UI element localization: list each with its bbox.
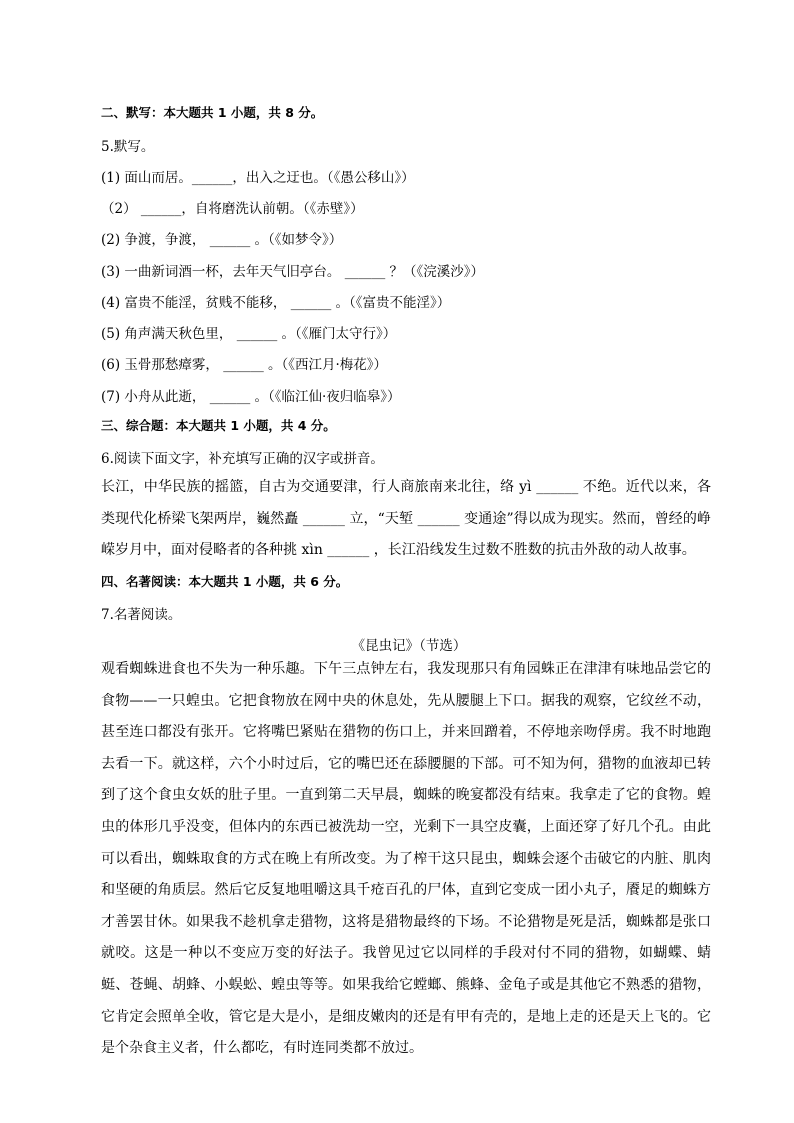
q5-item-3: (2) 争渡，争渡， ______ 。（《如梦令》） bbox=[101, 232, 343, 248]
q5-item-8: (7) 小舟从此逝， ______ 。（《临江仙·夜归临皋》） bbox=[101, 389, 401, 405]
q5-item-4: (3) 一曲新词酒一杯，去年天气旧亭台。 ______ ？（《浣溪沙》） bbox=[101, 264, 484, 280]
question-5-label: 5.默写。 bbox=[101, 139, 155, 155]
question-7-label: 7.名著阅读。 bbox=[101, 607, 182, 623]
q7-passage-text: 观看蜘蛛进食也不失为一种乐趣。下午三点钟左右，我发现那只有角园蛛正在津津有味地品尝它的食物——一只蝗虫。它把食物放在网中央的休息处，先从腰腿上下口。据我的观察，它纹丝不动，甚至连口都没有张开。它将嘴巴紧贴在猎物的伤口上，并来回蹭着，不停地亲吻俘虏。我不时地跑去看一下。就这样，六个小时过后，它的嘴巴还在舔腰腿的下部。可不知为何，猎物的血液却已转到了这个食虫女妖的肚子里。一直到第二天早晨，蜘蛛的晚宴都没有结束。我拿走了它的食物。蝗虫的体形几乎没变，但体内的东西已被洗劫一空，光剩下一具空皮囊，上面还穿了好几个孔。由此可以看出，蜘蛛取食的方式在晚上有所改变。为了榨干这只昆虫，蜘蛛会逐个击破它的内脏、肌肉和坚硬的角质层。然后它反复地咀嚼这具千疮百孔的尸体，直到它变成一团小丸子，餍足的蜘蛛方才善罢甘休。如果我不趁机拿走猎物，这将是猎物最终的下场。不论猎物是死是活，蜘蛛都是张口就咬。这是一种以不变应万变的好法子。我曾见过它以同样的手段对付不同的猎物，如蝴蝶、蜻蜓、苍蝇、胡蜂、小蜈蚣、蝗虫等等。如果我给它螳螂、熊蜂、金龟子或是其他它不熟悉的猎物，它肯定会照单全收，管它是大是小，是细皮嫩肉的还是有甲有壳的，是地上走的还是天上飞的。它是个杂食主义者，什么都吃，有时连同类都不放过。 bbox=[101, 661, 711, 1057]
q5-item-6: (5) 角声满天秋色里， ______ 。（《雁门太守行》） bbox=[101, 326, 397, 342]
q5-item-7: (6) 玉骨那愁瘴雾， ______ 。（《西江月·梅花》） bbox=[101, 357, 388, 373]
q6-passage-text: 长江，中华民族的摇篮，自古为交通要津，行人商旅南来北往，络 yì ______ 不绝。近代以来，各类现代化桥梁飞架两岸，巍然矗 ______ 立，“天堑 ______ 变通途”得以成为现实。然而，曾经的峥嵘岁月中，面对侵略者的各种挑 xìn ______ ，长江沿线发生过数不胜数的抗击外敌的动人故事。 bbox=[101, 479, 711, 559]
passage-title: 《昆虫记》（节选） bbox=[351, 638, 467, 654]
q5-item-5: (4) 富贵不能淫，贫贱不能移， ______ 。（《富贵不能淫》） bbox=[101, 295, 451, 311]
q5-item-2: （2） ______，自将磨洗认前朝。（《赤壁》） bbox=[101, 201, 364, 217]
question-6-passage bbox=[101, 472, 711, 567]
q5-item-1: (1) 面山而居。______，出入之迂也。（《愚公移山》） bbox=[101, 170, 415, 186]
section-4-heading: 四、名著阅读：本大题共 1 小题，共 6 分。 bbox=[101, 574, 349, 589]
section-2-heading: 二、默写：本大题共 1 小题，共 8 分。 bbox=[101, 105, 324, 120]
section-3-heading: 三、综合题：本大题共 1 小题，共 4 分。 bbox=[101, 418, 336, 433]
question-6-label: 6.阅读下面文字，补充填写正确的汉字或拼音。 bbox=[101, 451, 384, 467]
question-7-passage bbox=[101, 654, 711, 1065]
